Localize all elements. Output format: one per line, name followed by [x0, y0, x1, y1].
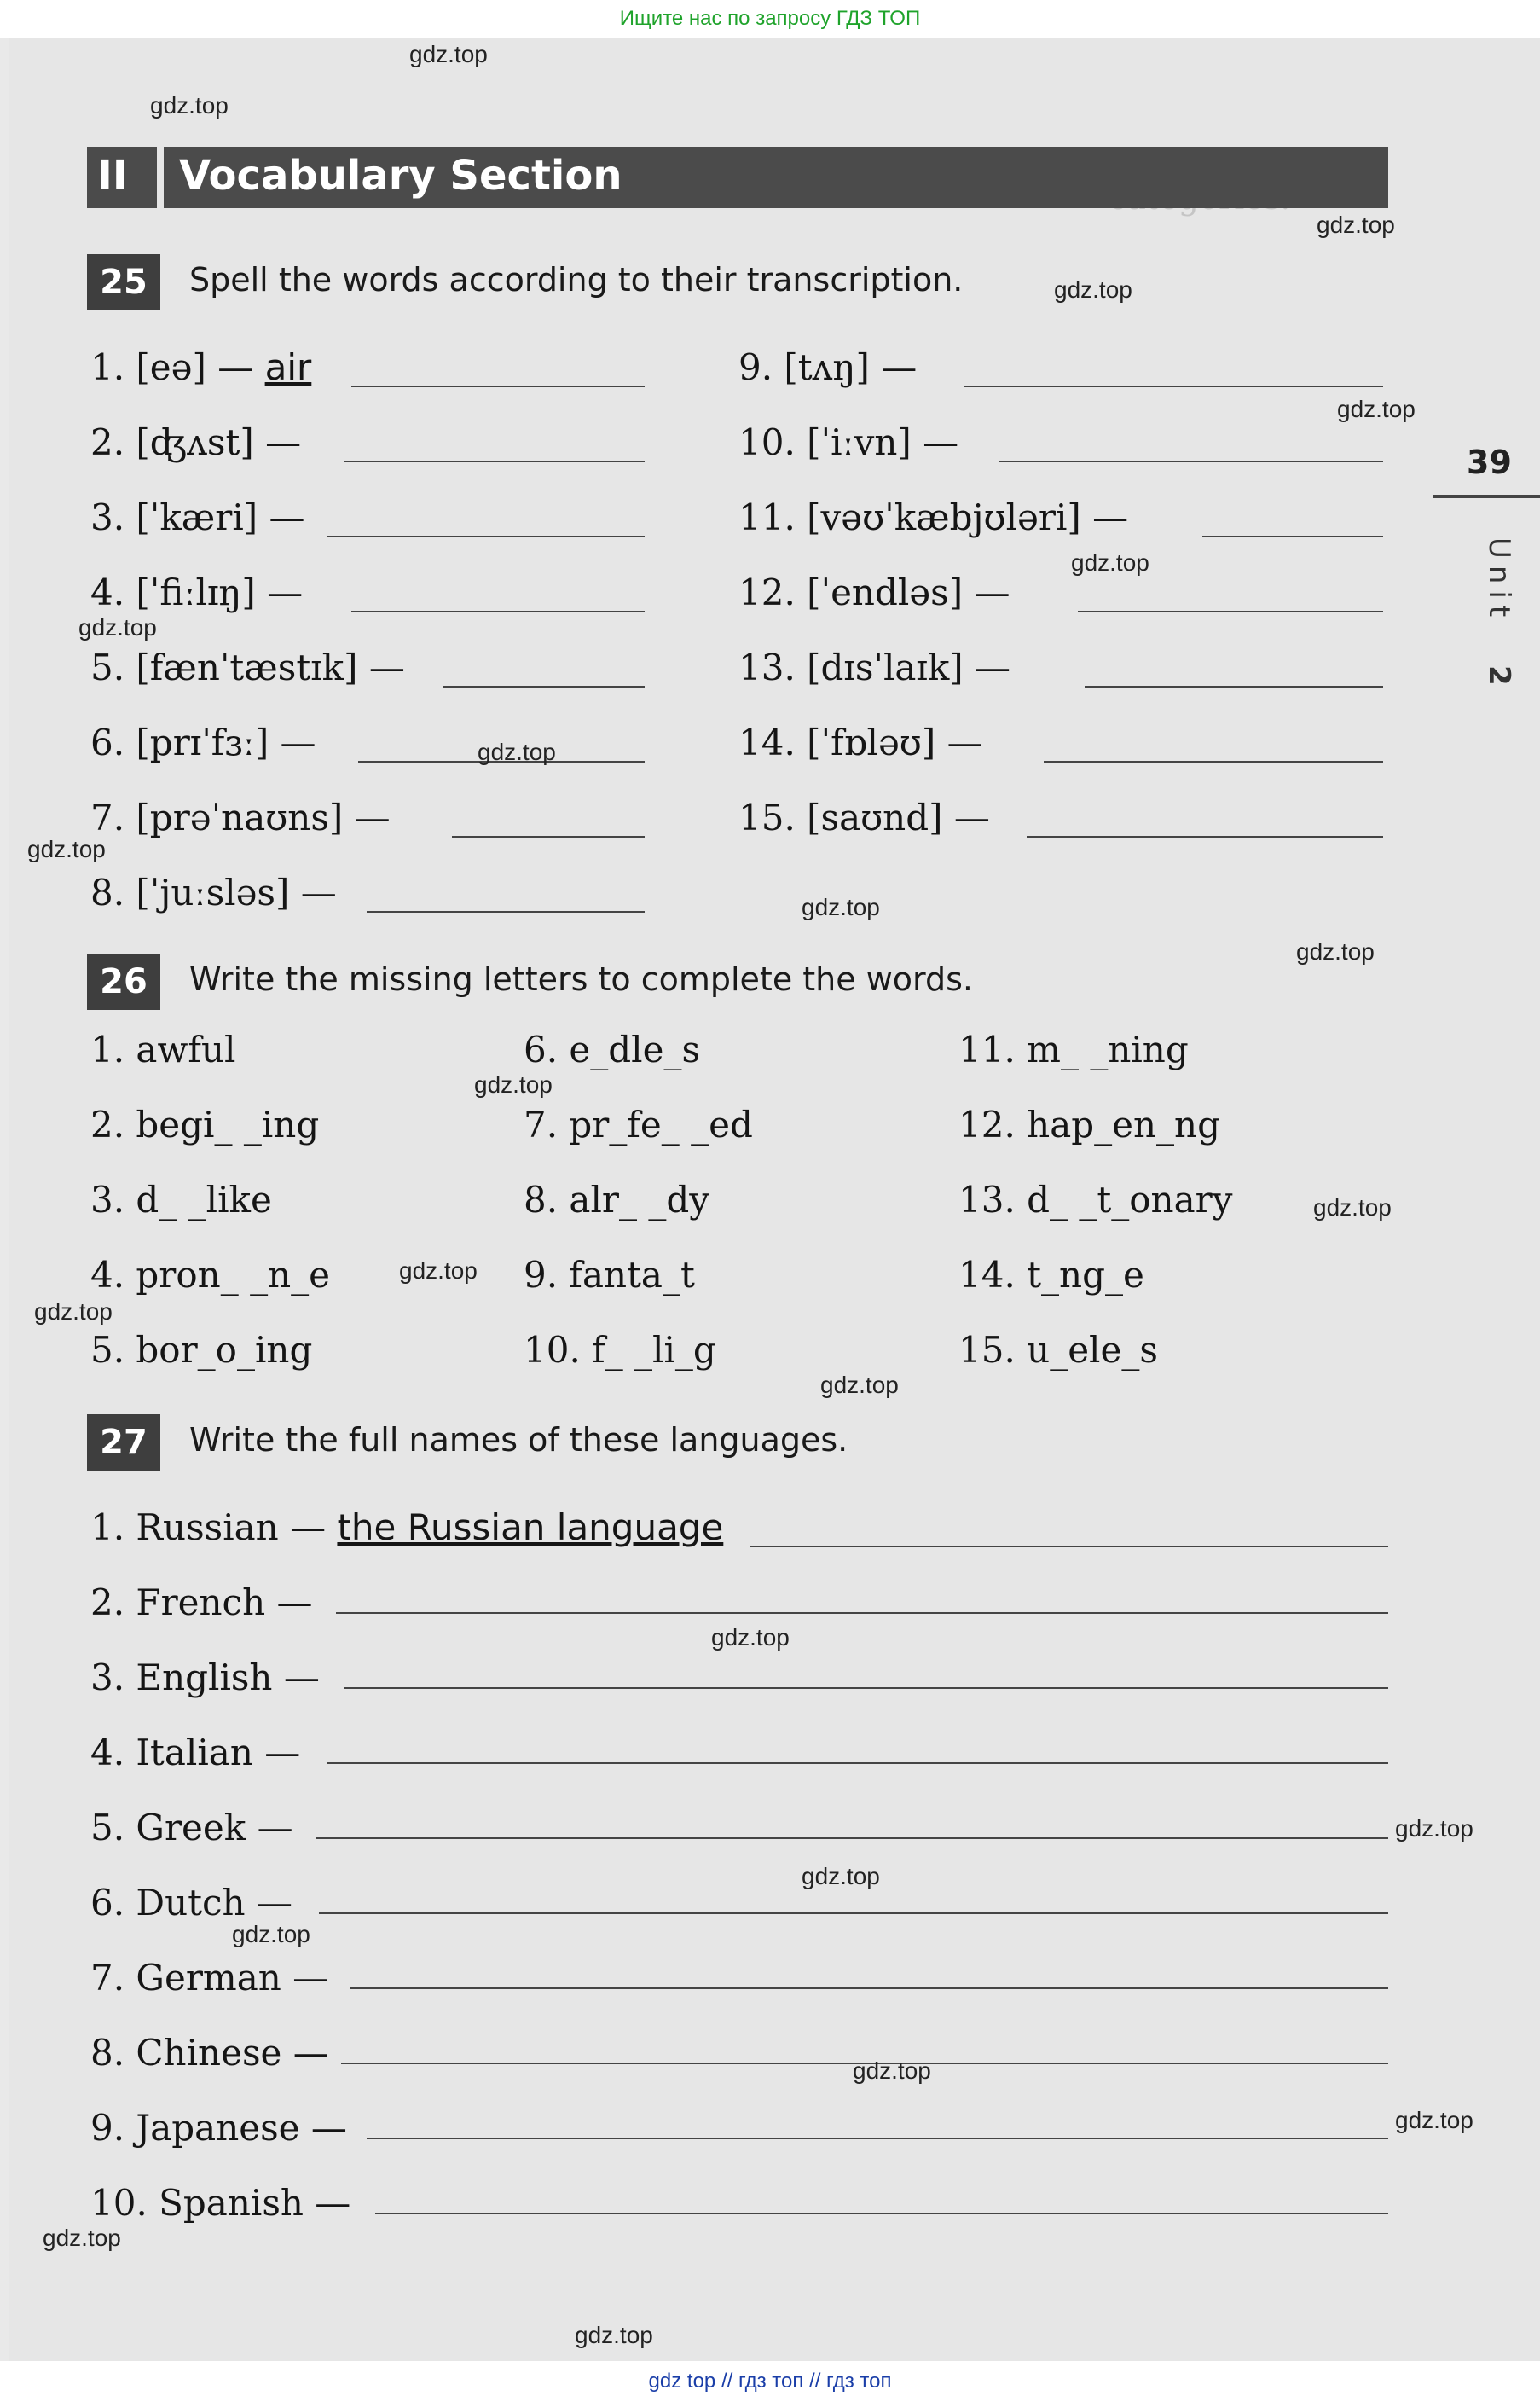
ex26-item-11: 11. m_ _ning — [958, 1029, 1189, 1070]
watermark: gdz.top — [474, 1071, 553, 1098]
watermark: gdz.top — [1296, 938, 1375, 965]
watermark: gdz.top — [232, 1921, 310, 1947]
ex26-item-3: 3. d_ _like — [90, 1179, 272, 1221]
ex25-item-1: 1. [eə] — air — [90, 346, 312, 388]
watermark: gdz.top — [575, 2322, 653, 2348]
exercise-25-instruction: Spell the words according to their transcription. — [189, 261, 964, 299]
ex26-item-2: 2. begi_ _ing — [90, 1104, 320, 1146]
ex27-item-10: 10. Spanish — — [90, 2182, 351, 2224]
watermark: gdz.top — [820, 1372, 899, 1398]
ex27-item-6: 6. Dutch — — [90, 1882, 292, 1923]
answer-line[interactable] — [1078, 611, 1383, 612]
ex25-item-9: 9. [tʌŋ] — — [738, 346, 918, 388]
watermark: gdz.top — [34, 1298, 113, 1325]
bottom-banner — [0, 2361, 1540, 2402]
ex26-item-5: 5. bor_o_ing — [90, 1329, 313, 1371]
watermark: gdz.top — [1313, 1194, 1392, 1221]
page-number-rule — [1433, 495, 1540, 498]
section-header — [87, 147, 1388, 208]
answer-line[interactable] — [443, 686, 645, 688]
section-title: Vocabulary Section — [179, 152, 622, 200]
top-banner — [0, 0, 1540, 38]
ex27-item-3: 3. English — — [90, 1656, 320, 1698]
ex25-item-10: 10. [ˈiːvn] — — [738, 421, 959, 463]
answer-line[interactable] — [350, 1987, 1388, 1989]
ex26-item-9: 9. fanta_t — [524, 1254, 695, 1296]
ex25-item-12: 12. [ˈendləs] — — [738, 571, 1010, 613]
watermark: gdz.top — [478, 739, 556, 765]
answer-line[interactable] — [367, 2138, 1388, 2139]
section-number: II — [97, 152, 128, 200]
exercise-27-instruction: Write the full names of these languages. — [189, 1421, 848, 1459]
unit-label: Unit — [1482, 537, 1516, 624]
ex26-item-8: 8. alr_ _dy — [524, 1179, 709, 1221]
watermark: gdz.top — [1395, 2107, 1473, 2133]
answer-line[interactable] — [1027, 836, 1383, 838]
watermark: gdz.top — [409, 41, 488, 67]
top-banner-text: Ищите нас по запросу ГДЗ ТОП — [619, 7, 921, 30]
answer-line[interactable] — [327, 1762, 1388, 1764]
exercise-25-badge: 25 — [87, 254, 160, 310]
ex27-item-1-answer: the Russian language — [337, 1506, 724, 1548]
ex25-item-13: 13. [dɪsˈlaɪk] — — [738, 647, 1011, 688]
bottom-banner-text: gdz top // гдз топ // гдз топ — [648, 2370, 892, 2393]
watermark: gdz.top — [711, 1624, 790, 1651]
ex26-item-13: 13. d_ _t_onary — [958, 1179, 1233, 1221]
answer-line[interactable] — [336, 1612, 1388, 1614]
ex25-item-15: 15. [saʊnd] — — [738, 797, 990, 838]
exercise-27-badge: 27 — [87, 1414, 160, 1471]
ex27-item-1: 1. Russian — the Russian language — [90, 1506, 724, 1548]
ex27-item-9: 9. Japanese — — [90, 2107, 347, 2149]
answer-line[interactable] — [344, 461, 645, 462]
ex25-item-2: 2. [ʤʌst] — — [90, 421, 302, 463]
watermark: gdz.top — [150, 92, 229, 119]
answer-line[interactable] — [1202, 536, 1383, 537]
ex26-item-4: 4. pron_ _n_e — [90, 1254, 330, 1296]
watermark: gdz.top — [802, 894, 880, 920]
answer-line[interactable] — [1044, 761, 1383, 763]
answer-line[interactable] — [375, 2213, 1388, 2214]
ex27-item-7: 7. German — — [90, 1957, 329, 1999]
watermark: gdz.top — [27, 836, 106, 862]
ex26-item-14: 14. t_ng_e — [958, 1254, 1144, 1296]
watermark: gdz.top — [78, 614, 157, 641]
answer-line[interactable] — [319, 1912, 1388, 1914]
ex26-item-1: 1. awful — [90, 1029, 236, 1070]
ex25-item-6: 6. [prɪˈfɜː] — — [90, 722, 316, 763]
ex25-item-5: 5. [fænˈtæstɪk] — — [90, 647, 405, 688]
answer-line[interactable] — [750, 1546, 1388, 1547]
answer-line[interactable] — [351, 386, 645, 387]
answer-line[interactable] — [964, 386, 1383, 387]
ex27-item-8: 8. Chinese — — [90, 2032, 329, 2074]
watermark: gdz.top — [43, 2225, 121, 2251]
watermark: gdz.top — [399, 1257, 478, 1284]
answer-line[interactable] — [999, 461, 1383, 462]
bleed-through — [1296, 674, 1306, 711]
ex25-item-14: 14. [ˈfɒləʊ] — — [738, 722, 983, 763]
ex26-item-12: 12. hap_en_ng — [958, 1104, 1220, 1146]
ex26-item-10: 10. f_ _li_g — [524, 1329, 716, 1371]
watermark: gdz.top — [853, 2057, 931, 2084]
page-number: 39 — [1467, 444, 1512, 481]
ex26-item-15: 15. u_ele_s — [958, 1329, 1158, 1371]
answer-line[interactable] — [452, 836, 645, 838]
ex27-item-2: 2. French — — [90, 1581, 313, 1623]
watermark: gdz.top — [1395, 1815, 1473, 1842]
ex25-item-8: 8. [ˈjuːsləs] — — [90, 872, 337, 914]
answer-line[interactable] — [1085, 686, 1383, 688]
ex25-item-1-answer: air — [264, 346, 312, 388]
ex27-item-4: 4. Italian — — [90, 1732, 301, 1773]
answer-line[interactable] — [367, 911, 645, 913]
ex25-item-4: 4. [ˈfiːlɪŋ] — — [90, 571, 304, 613]
answer-line[interactable] — [351, 611, 645, 612]
answer-line[interactable] — [327, 536, 645, 537]
unit-number: 2 — [1482, 665, 1516, 686]
ex25-item-11: 11. [vəʊˈkæbjʊləri] — — [738, 496, 1129, 538]
watermark: gdz.top — [1337, 396, 1416, 422]
exercise-26-instruction: Write the missing letters to complete the words. — [189, 960, 973, 998]
section-separator — [157, 147, 164, 208]
ex27-item-5: 5. Greek — — [90, 1807, 293, 1848]
watermark: gdz.top — [1317, 212, 1395, 238]
watermark: gdz.top — [802, 1863, 880, 1889]
exercise-26-badge: 26 — [87, 954, 160, 1010]
watermark: gdz.top — [1071, 549, 1149, 576]
ex25-item-3: 3. [ˈkæri] — — [90, 496, 305, 538]
ex26-item-7: 7. pr_fe_ _ed — [524, 1104, 753, 1146]
answer-line[interactable] — [316, 1837, 1388, 1839]
answer-line[interactable] — [344, 1687, 1388, 1689]
ex26-item-6: 6. e_dle_s — [524, 1029, 701, 1070]
watermark: gdz.top — [1054, 276, 1132, 303]
ex25-item-7: 7. [prəˈnaʊns] — — [90, 797, 391, 838]
